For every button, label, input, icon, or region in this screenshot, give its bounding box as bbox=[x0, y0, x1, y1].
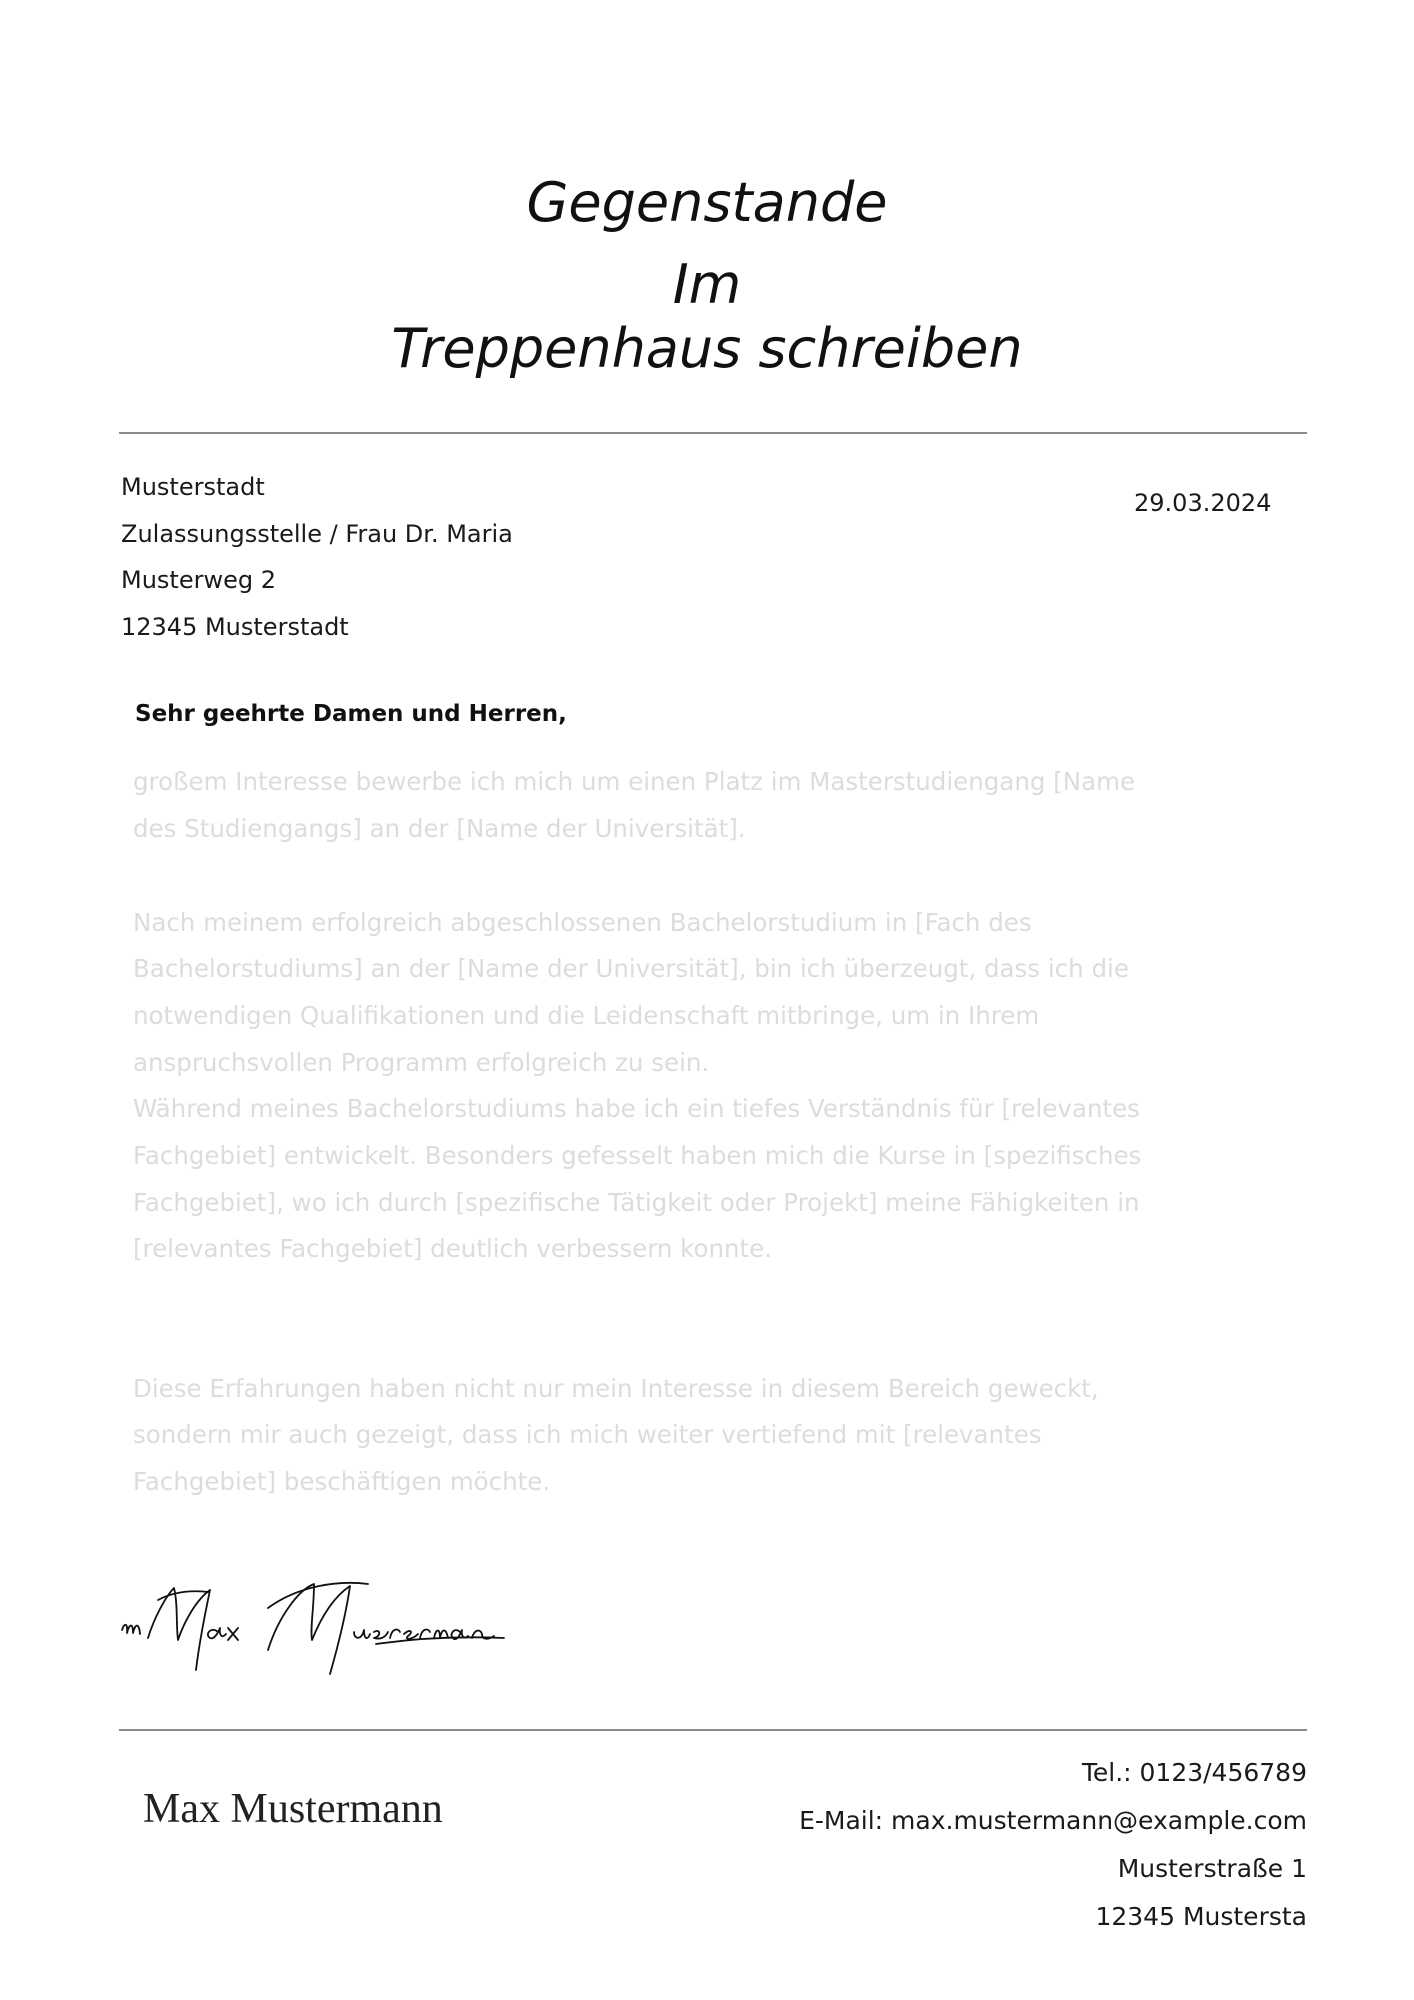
recipient-line-1: Musterstadt bbox=[121, 473, 265, 501]
contact-email: E-Mail: max.mustermann@example.com bbox=[799, 1806, 1307, 1835]
body-line: Nach meinem erfolgreich abgeschlossenen Bachelorstudium in [Fach des bbox=[133, 908, 1032, 937]
body-line: Fachgebiet] entwickelt. Besonders gefesselt haben mich die Kurse in [spezifisches bbox=[133, 1141, 1142, 1170]
body-line: notwendigen Qualifikationen und die Leidenschaft mitbringe, um in Ihrem bbox=[133, 1001, 1040, 1030]
body-line: Während meines Bachelorstudiums habe ich ein tiefes Verständnis für [relevantes bbox=[133, 1094, 1140, 1123]
contact-street: Musterstraße 1 bbox=[1117, 1854, 1307, 1883]
title-line-1: Gegenstande bbox=[526, 171, 888, 234]
contact-city: 12345 Mustersta bbox=[1095, 1902, 1307, 1931]
recipient-line-3: Musterweg 2 bbox=[121, 566, 276, 594]
body-line: Diese Erfahrungen haben nicht nur mein Interesse in diesem Bereich geweckt, bbox=[133, 1374, 1099, 1403]
body-line: großem Interesse bewerbe ich mich um einen Platz im Masterstudiengang [Name bbox=[133, 767, 1136, 796]
recipient-line-4: 12345 Musterstadt bbox=[121, 613, 349, 641]
body-line: sondern mir auch gezeigt, dass ich mich weiter vertiefend mit [relevantes bbox=[133, 1420, 1042, 1449]
body-line: [relevantes Fachgebiet] deutlich verbessern konnte. bbox=[133, 1234, 772, 1263]
letter-date: 29.03.2024 bbox=[1134, 489, 1272, 517]
title-line-2: Im bbox=[672, 253, 742, 316]
body-line: Fachgebiet], wo ich durch [spezifische Tätigkeit oder Projekt] meine Fähigkeiten in bbox=[133, 1188, 1140, 1217]
body-line: anspruchsvollen Programm erfolgreich zu sein. bbox=[133, 1048, 710, 1077]
body-line: des Studiengangs] an der [Name der Universität]. bbox=[133, 814, 746, 843]
handwritten-signature bbox=[118, 1578, 508, 1676]
salutation: Sehr geehrte Damen und Herren, bbox=[135, 701, 567, 727]
header-divider bbox=[119, 432, 1307, 434]
recipient-line-2: Zulassungsstelle / Frau Dr. Maria bbox=[121, 520, 513, 548]
sender-name: Max Mustermann bbox=[143, 1786, 443, 1832]
body-line: Bachelorstudiums] an der [Name der Universität], bin ich überzeugt, dass ich die bbox=[133, 954, 1129, 983]
contact-phone: Tel.: 0123/456789 bbox=[1081, 1758, 1307, 1787]
title-line-3: Treppenhaus schreiben bbox=[391, 317, 1023, 380]
body-line: Fachgebiet] beschäftigen möchte. bbox=[133, 1467, 551, 1496]
footer-divider bbox=[119, 1729, 1307, 1731]
